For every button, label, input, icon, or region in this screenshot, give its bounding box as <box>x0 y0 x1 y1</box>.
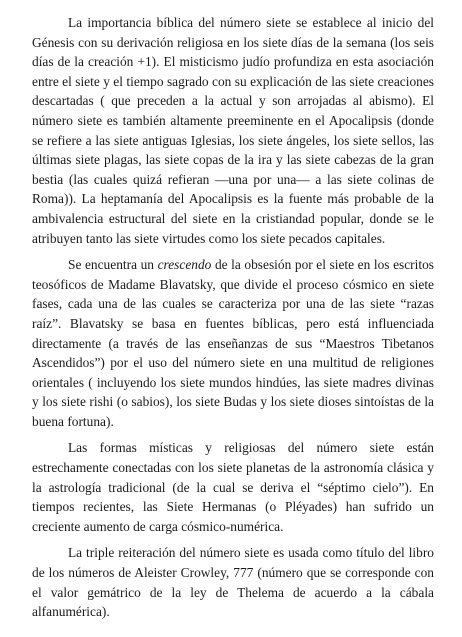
paragraph-3 <box>32 438 434 536</box>
document-page <box>32 13 434 622</box>
paragraph-2 <box>32 255 434 431</box>
paragraph-3-text: Las formas místicas y religiosas del número siete están estrechamente conectadas con los siete planetas de la astronomía clásica y la astrología tradicional (de la cual se deriva el “séptimo cielo”). En tiempos recientes, las Siete Hermanas (o Pléyades) han sufrido un creciente aumento de carga cósmico-numérica. <box>32 440 434 534</box>
paragraph-1 <box>32 13 434 248</box>
paragraph-2-text-start: Se encuentra un <box>68 257 158 273</box>
paragraph-2-italic-term: crescendo <box>157 257 212 273</box>
paragraph-4 <box>32 543 434 621</box>
paragraph-1-text: La importancia bíblica del número siete se establece al inicio del Génesis con su derivación religiosa en los siete días de la semana (los seis días de la creación +1). El misticismo judío profundiza en esta asociación entre el siete y el tiempo sagrado con su explicación de las siete creaciones descartadas ( que preceden a la actual y son arrojadas al abismo). El número siete es también altamente preeminente en el Apocalipsis (donde se refiere a las siete antiguas Iglesias, los siete ángeles, los siete sellos, las últimas siete plagas, las siete copas de la ira y las siete cabezas de la gran bestia (las cuales quizá refieran —una por una— a las siete colinas de Roma)). La heptamanía del Apocalipsis es la fuente más probable de la ambivalencia estructural del siete en la cristiandad popular, donde se le atribuyen tanto las siete virtudes como los siete pecados capitales. <box>32 15 434 246</box>
paragraph-4-text: La triple reiteración del número siete es usada como título del libro de los números de Aleister Crowley, 777 (número que se corresponde con el valor gemátrico de la ley de Thelema de acuerdo a la cábala alfanumérica). <box>32 545 434 620</box>
paragraph-2-text-rest: de la obsesión por el siete en los escritos teosóficos de Madame Blavatsky, que divide el proceso cósmico en siete fases, cada una de las cuales se caracteriza por una de las siete “razas raíz”. Blavatsky se basa en fuentes bíblicas, pero está influenciada directamente (a través de las enseñanzas de sus “Maestros Tibetanos Ascendidos”) por el uso del número siete en una multitud de religiones orientales ( incluyendo los siete mundos hindúes, las siete madres divinas y los siete rishi (o sabios), los siete Budas y los siete dioses sintoístas de la buena fortuna). <box>32 257 434 429</box>
